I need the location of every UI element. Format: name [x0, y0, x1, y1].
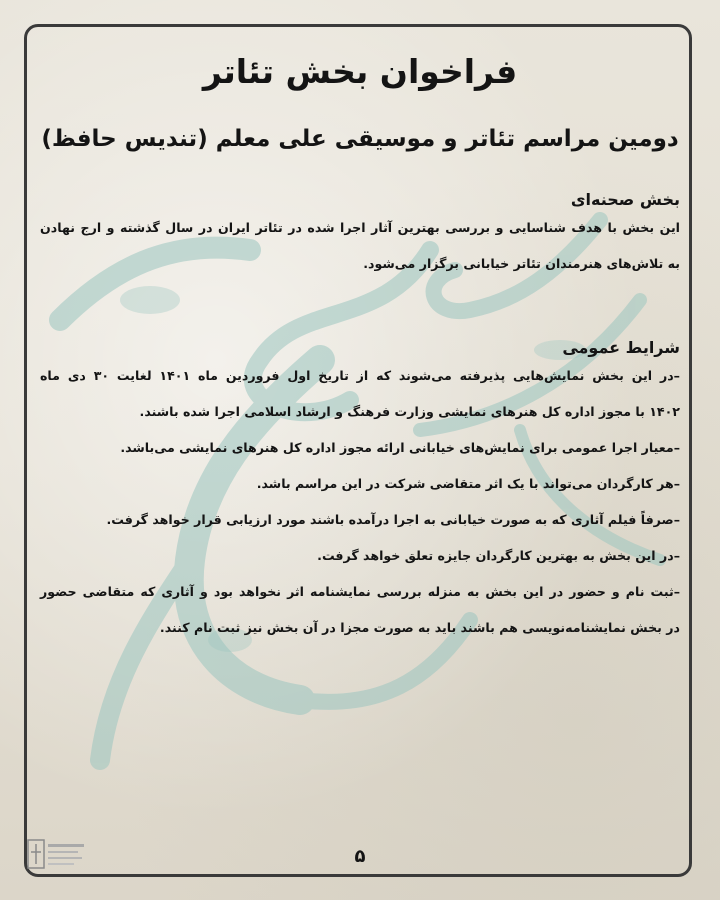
publisher-logo-icon — [26, 834, 88, 874]
condition-line: –ثبت نام و حضور در این بخش به منزله بررسی نمایشنامه اثر نخواهد بود و آثاری که متقاضی حضور — [40, 584, 680, 599]
page-subtitle: دومین مراسم تئاتر و موسیقی علی معلم (تندیس حافظ) — [41, 126, 679, 152]
condition-line: –معیار اجرا عمومی برای نمایش‌های خیابانی ارائه مجوز اداره کل هنرهای نمایشی می‌باشد. — [120, 440, 680, 455]
condition-line: در بخش نمایشنامه‌نویسی هم باشند باید به صورت مجزا در آن بخش نیز ثبت نام کنند. — [159, 620, 680, 635]
section-heading-general-conditions: شرایط عمومی — [562, 338, 680, 357]
section-stage-line: این بخش با هدف شناسایی و بررسی بهترین آثار اجرا شده در تئاتر ایران در سال گذشته و ارج نهادن — [40, 220, 680, 235]
condition-line: ۱۴۰۲ با مجوز اداره کل هنرهای نمایشی وزارت فرهنگ و ارشاد اسلامی اجرا شده باشند. — [139, 404, 680, 419]
condition-line: –صرفاً فیلم آثاری که به صورت خیابانی به اجرا درآمده باشند مورد ارزیابی قرار خواهد گرفت. — [106, 512, 680, 527]
section-heading-stage: بخش صحنه‌ای — [570, 190, 680, 209]
condition-line: –در این بخش به بهترین کارگردان جایزه تعلق خواهد گرفت. — [317, 548, 680, 563]
document-body — [40, 40, 680, 646]
page-title: فراخوان بخش تئاتر — [202, 52, 518, 91]
page-number: ۵ — [354, 846, 366, 867]
condition-line: –در این بخش نمایش‌هایی پذیرفته می‌شوند که از تاریخ اول فروردین ماه ۱۴۰۱ لغایت ۳۰ دی ماه — [40, 368, 680, 383]
condition-line: –هر کارگردان می‌تواند با یک اثر متقاضی شرکت در این مراسم باشد. — [256, 476, 680, 491]
section-stage-line: به تلاش‌های هنرمندان تئاتر خیابانی برگزار می‌شود. — [363, 256, 680, 271]
